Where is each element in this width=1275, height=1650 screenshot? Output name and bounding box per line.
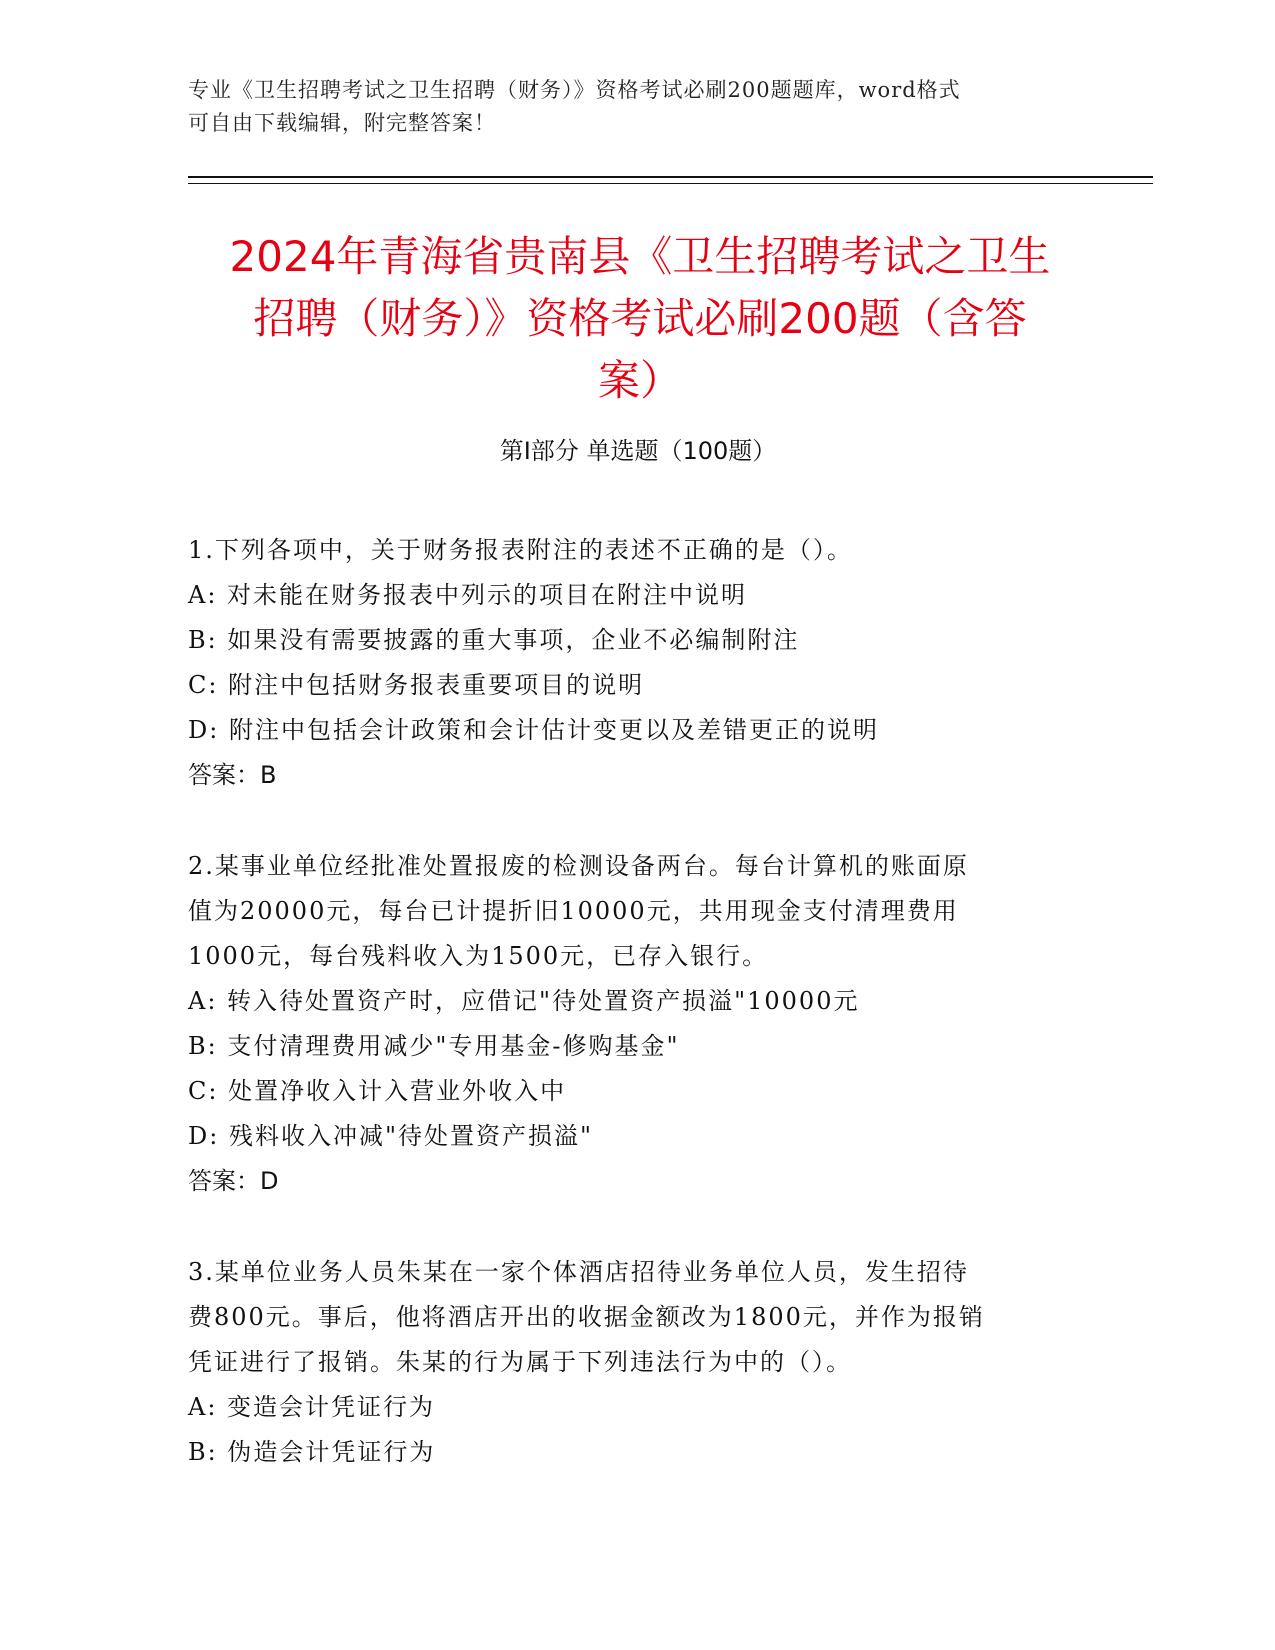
option-d: D: 残料收入冲减"待处置资产损溢" [188,1122,594,1150]
question-3 [188,1250,1078,1475]
question-stem: 2.某事业单位经批准处置报废的检测设备两台。每台计算机的账面原 [188,852,969,880]
option-d: D: 附注中包括会计政策和会计估计变更以及差错更正的说明 [188,716,879,744]
question-stem: 凭证进行了报销。朱某的行为属于下列违法行为中的（）。 [188,1348,852,1376]
header-divider-thin [188,183,1153,184]
document-title-line: 招聘（财务）》资格考试必刷200题（含答 [253,294,1027,343]
option-a: A: 变造会计凭证行为 [188,1393,436,1421]
header-divider-thick [188,176,1153,178]
option-b: B: 伪造会计凭证行为 [188,1438,436,1466]
document-title-line: 案） [597,356,682,405]
header-note [188,74,1068,140]
option-a: A: 对未能在财务报表中列示的项目在附注中说明 [188,581,748,609]
question-list [188,528,1078,1521]
answer: 答案：B [188,761,277,789]
question-stem: 费800元。事后，他将酒店开出的收据金额改为1800元，并作为报销 [188,1303,985,1331]
header-note-line: 专业《卫生招聘考试之卫生招聘（财务）》资格考试必刷200题题库，word格式 [188,78,961,102]
question-stem: 1.下列各项中，关于财务报表附注的表述不正确的是（）。 [188,536,853,564]
question-2 [188,844,1078,1204]
option-b: B: 支付清理费用减少"专用基金-修购基金" [188,1032,680,1060]
question-1 [188,528,1078,798]
document-title-line: 2024年青海省贵南县《卫生招聘考试之卫生 [229,232,1051,281]
option-b: B: 如果没有需要披露的重大事项，企业不必编制附注 [188,626,800,654]
answer: 答案：D [188,1167,279,1195]
question-stem: 3.某单位业务人员朱某在一家个体酒店招待业务单位人员，发生招待 [188,1258,969,1286]
document-title [180,226,1100,412]
option-a: A: 转入待处置资产时，应借记"待处置资产损溢"10000元 [188,987,860,1015]
question-stem: 值为20000元，每台已计提折旧10000元，共用现金支付清理费用 [188,897,959,925]
section-title: 第Ⅰ部分 单选题（100题） [499,437,777,465]
option-c: C: 处置净收入计入营业外收入中 [188,1077,567,1105]
question-stem: 1000元，每台残料收入为1500元，已存入银行。 [188,942,769,970]
option-c: C: 附注中包括财务报表重要项目的说明 [188,671,645,699]
header-note-line: 可自由下载编辑，附完整答案！ [188,111,496,135]
